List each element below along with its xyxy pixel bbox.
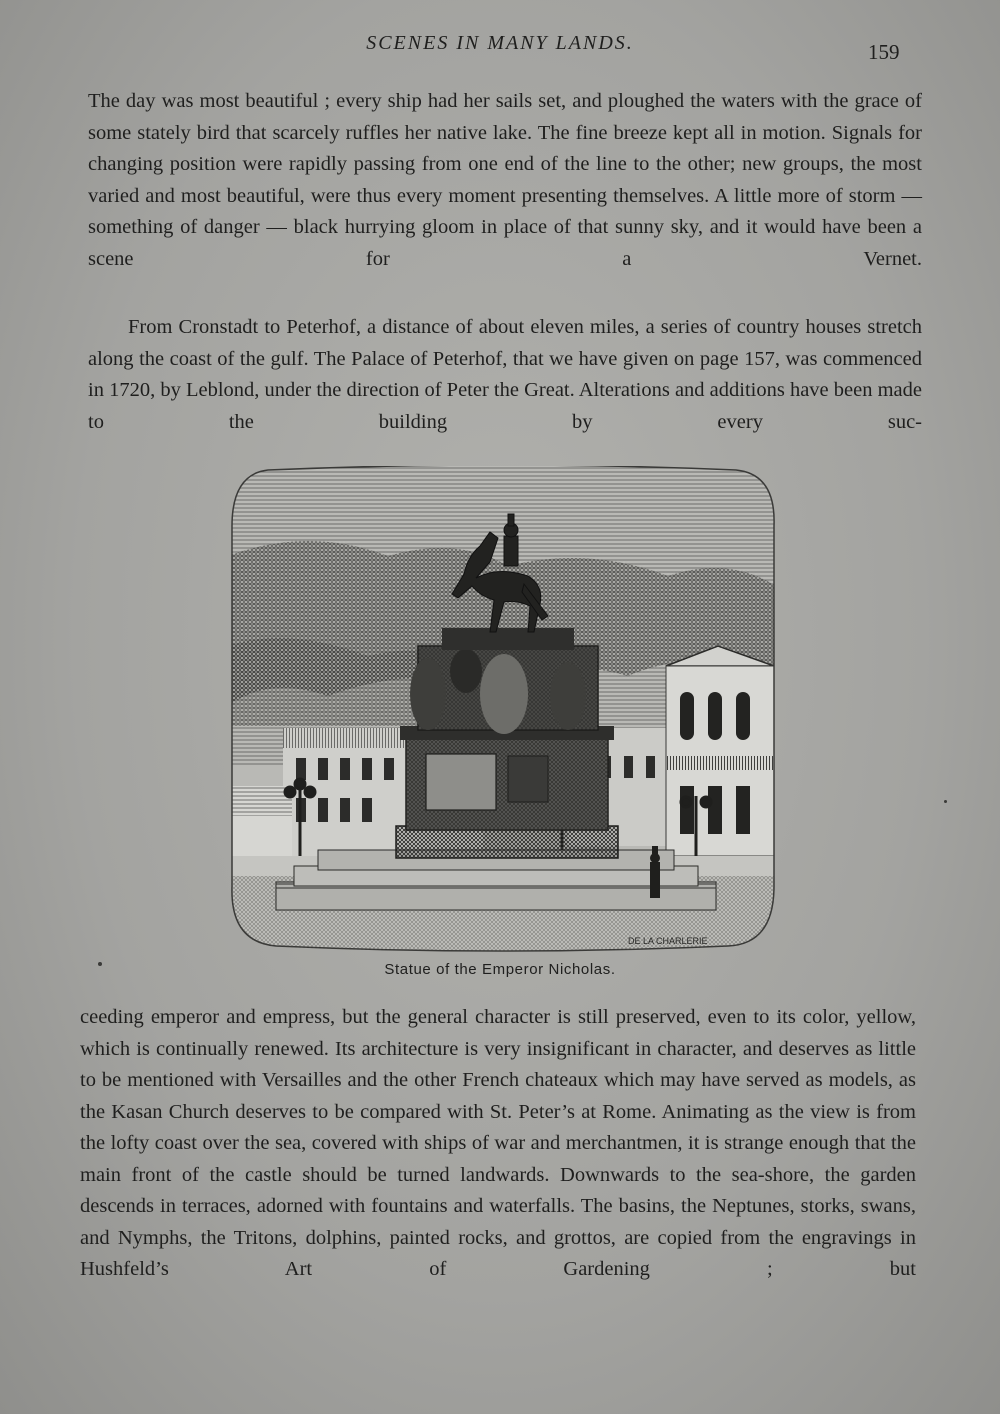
ink-speck bbox=[98, 962, 102, 966]
paragraph-2: From Cronstadt to Peterhof, a distance of about eleven miles, a series of country houses stretch along the coast of the gulf. The Palace of Peterhof, that we have given on page 157, was commenced in 1720, by Leblond, under the direction of Peter the Great. Alterations and additions have been made to the building by every suc- bbox=[88, 316, 922, 433]
ink-speck bbox=[944, 800, 947, 803]
paragraph-1: The day was most beautiful ; every ship had her sails set, and ploughed the waters with the grace of some stately bird that scarcely ruffles her native lake. The fine breeze kept all in motion. Signals for changing position were rapidly passing from one end of the line to the other; new groups, the most varied and most beautiful, were thus every moment presenting themselves. A little more of storm — something of danger — black hurrying gloom in place of that sunny sky, and it would have been a scene for a Vernet. bbox=[88, 90, 922, 270]
figure-caption: Statue of the Emperor Nicholas. bbox=[384, 961, 616, 978]
paragraph-3: ceeding emperor and empress, but the general character is still preserved, even to its color, yellow, which is continually renewed. Its architecture is very insignificant in character, and deserves as little to be mentioned with Versailles and the other French chateaux which may have served as models, as the Kasan Church deserves to be compared with St. Peter’s at Rome. Animating as the view is from the lofty coast over the sea, covered with ships of war and merchantmen, it is strange enough that the main front of the castle should be turned landwards. Downwards to the sea-shore, the garden descends in terraces, adorned with fountains and waterfalls. The basins, the Neptunes, storks, swans, and Nymphs, the Tritons, dolphins, painted rocks, and grottos, are copied from the engravings in Hushfeld’s Art of Gardening ; but bbox=[80, 1006, 916, 1280]
running-head: SCENES IN MANY LANDS. bbox=[366, 32, 634, 54]
statue-engraving bbox=[228, 466, 776, 952]
page-number: 159 bbox=[868, 40, 900, 64]
engraver-signature: DE LA CHARLERIE bbox=[628, 936, 708, 946]
